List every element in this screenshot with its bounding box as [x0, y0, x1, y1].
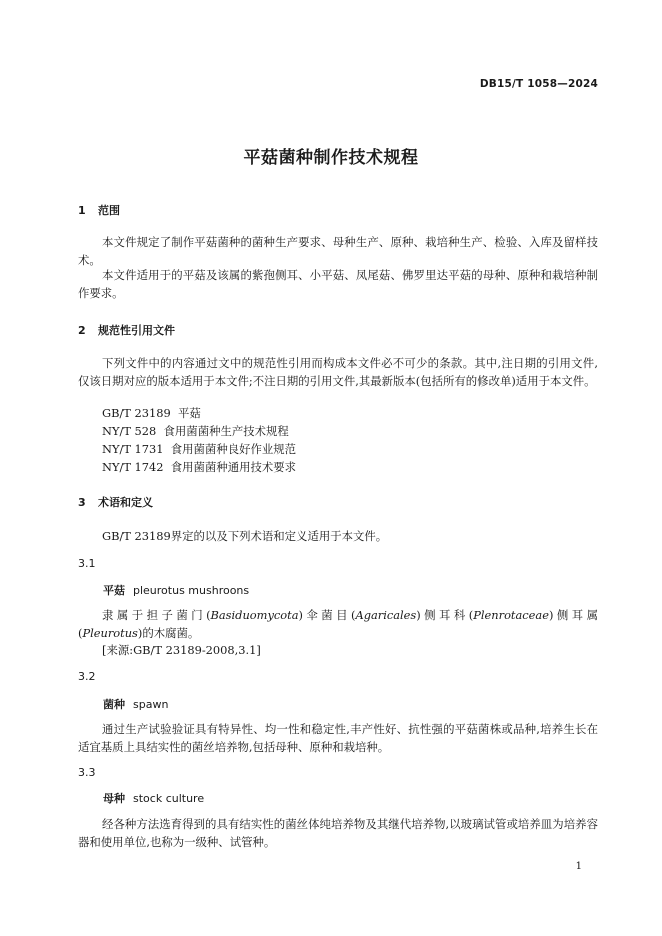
section-title: 规范性引用文件 — [98, 324, 175, 337]
reference-item: GB/T 23189 平菇 — [102, 406, 201, 420]
term-en: pleurotus mushroons — [133, 584, 250, 597]
section-2-heading — [78, 322, 175, 338]
definition-text: )侧耳属( — [78, 608, 598, 640]
term-heading — [103, 790, 204, 806]
reference-item: NY/T 1731 食用菌菌种良好作业规范 — [102, 442, 297, 456]
section-3-heading — [78, 494, 153, 510]
section-number: 1 — [78, 204, 86, 217]
term-number: 3.2 — [78, 670, 96, 683]
latin-name: Plenrotaceae — [473, 608, 549, 622]
term-zh: 平菇 — [103, 584, 125, 597]
definition-text: )侧耳科( — [416, 608, 474, 622]
definition-text: )伞菌目( — [298, 608, 356, 622]
term-heading — [103, 696, 168, 712]
definition-text: 隶属于担子菌门( — [102, 608, 211, 622]
term-number: 3.3 — [78, 766, 96, 779]
latin-name: Basiduomycota — [210, 608, 299, 622]
term-definition: 通过生产试验验证具有特异性、均一性和稳定性,丰产性好、抗性强的平菇菌株或品种,培养生长在适宜基质上具结实性的菌丝培养物,包括母种、原种和栽培种。 — [78, 722, 598, 754]
reference-item: NY/T 1742 食用菌菌种通用技术要求 — [102, 460, 297, 474]
term-en: stock culture — [133, 792, 205, 805]
standard-number: DB15/T 1058—2024 — [479, 78, 598, 90]
term-zh: 母种 — [103, 792, 125, 805]
paragraph: 本文件规定了制作平菇菌种的菌种生产要求、母种生产、原种、栽培种生产、检验、入库及留样技术。 — [78, 235, 598, 267]
term-definition — [78, 606, 598, 642]
section-number: 2 — [78, 324, 86, 337]
section-title: 范围 — [98, 204, 120, 217]
term-definition: 经各种方法选育得到的具有结实性的菌丝体纯培养物及其继代培养物,以玻璃试管或培养皿为培养容器和使用单位,也称为一级种、试管种。 — [78, 817, 598, 849]
term-number: 3.1 — [78, 557, 96, 570]
latin-name: Pleurotus — [82, 626, 138, 640]
term-heading — [103, 582, 249, 598]
paragraph: 本文件适用于的平菇及该属的紫孢侧耳、小平菇、凤尾菇、佛罗里达平菇的母种、原种和栽培种制作要求。 — [78, 268, 598, 300]
term-en: spawn — [133, 698, 169, 711]
term-zh: 菌种 — [103, 698, 125, 711]
definition-text: )的木腐菌。 — [137, 626, 200, 640]
section-1-heading — [78, 202, 120, 218]
term-source: [来源:GB/T 23189-2008,3.1] — [102, 643, 261, 657]
latin-name: Agaricales — [355, 608, 417, 622]
paragraph: GB/T 23189界定的以及下列术语和定义适用于本文件。 — [102, 529, 388, 543]
section-number: 3 — [78, 496, 86, 509]
document-title: 平菇菌种制作技术规程 — [243, 148, 419, 168]
section-title: 术语和定义 — [98, 496, 153, 509]
reference-item: NY/T 528 食用菌菌种生产技术规程 — [102, 424, 289, 438]
paragraph: 下列文件中的内容通过文中的规范性引用而构成本文件必不可少的条款。其中,注日期的引用文件,仅该日期对应的版本适用于本文件;不注日期的引用文件,其最新版本(包括所有的修改单)适用于本文件。 — [78, 356, 598, 388]
page-number: 1 — [575, 861, 582, 872]
